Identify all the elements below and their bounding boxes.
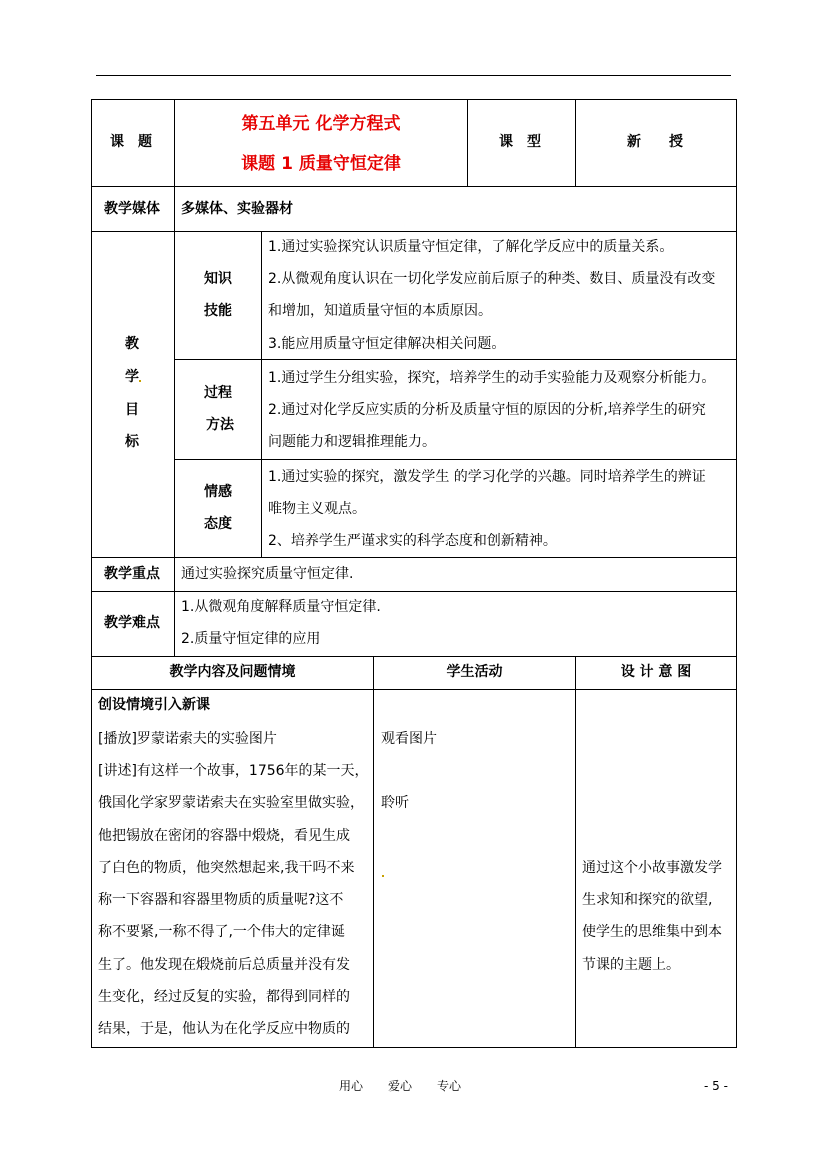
objectives-label-char-3: 目 [125, 402, 139, 418]
page-number: - 5 - [704, 1079, 728, 1093]
intent-line-4: 节课的主题上。 [582, 957, 680, 973]
key-point-value: 通过实验探究质量守恒定律. [181, 566, 354, 582]
section-title: 创设情境引入新课 [98, 697, 210, 713]
emotion-line-3: 2、培养学生严谨求实的科学态度和创新精神。 [268, 533, 557, 549]
footer-motto-1: 用心 [339, 1079, 364, 1093]
content-line-5: 了白色的物质，他突然想起来,我干吗不来 [98, 860, 355, 876]
content-line-8: 生了。他发现在煅烧前后总质量并没有发 [98, 957, 350, 973]
process-line-2: 2.通过对化学反应实质的分析及质量守恒的原因的分析,培养学生的研究 [268, 402, 706, 418]
content-line-7: 称不要紧,一称不得了,一个伟大的定律诞 [98, 924, 345, 940]
footer-motto-3: 专心 [437, 1079, 462, 1093]
knowledge-line-2: 2.从微观角度认识在一切化学发应前后原子的种类、数目、质量没有改变 [268, 271, 716, 287]
content-line-9: 生变化，经过反复的实验，都得到同样的 [98, 989, 350, 1005]
emotion-line-1: 1.通过实验的探究，激发学生 的学习化学的兴趣。同时培养学生的辨证 [268, 469, 706, 485]
unit-title: 第五单元 化学方程式 [241, 114, 401, 134]
difficulty-line-1: 1.从微观角度解释质量守恒定律. [181, 599, 381, 615]
knowledge-line-3: 和增加，知道质量守恒的本质原因。 [268, 303, 492, 319]
content-line-10: 结果，于是，他认为在化学反应中物质的 [98, 1021, 350, 1037]
content-line-4: 他把锡放在密闭的容器中煅烧，看见生成 [98, 828, 350, 844]
knowledge-label-2: 技能 [204, 303, 232, 319]
intent-line-1: 通过这个小故事激发学 [582, 860, 722, 876]
process-label-2: 方法 [206, 417, 234, 433]
type-label: 课 型 [499, 134, 541, 150]
media-label: 教学媒体 [104, 201, 160, 217]
knowledge-line-4: 3.能应用质量守恒定律解决相关问题。 [268, 336, 506, 352]
footer-motto-2: 爱心 [388, 1079, 413, 1093]
column-header-content: 教学内容及问题情境 [169, 664, 296, 680]
intent-line-3: 使学生的思维集中到本 [582, 924, 722, 940]
knowledge-label-1: 知识 [204, 271, 232, 287]
key-point-label: 教学重点 [104, 566, 160, 582]
activity-line-1: 观看图片 [381, 731, 437, 747]
content-line-6: 称一下容器和容器里物质的质量呢?这不 [98, 892, 344, 908]
objectives-label-char-4: 标 [125, 434, 139, 450]
knowledge-line-1: 1.通过实验探究认识质量守恒定律，了解化学反应中的质量关系。 [268, 239, 674, 255]
content-line-1: [播放]罗蒙诺索夫的实验图片 [98, 731, 277, 747]
emotion-line-2: 唯物主义观点。 [268, 501, 366, 517]
objectives-label-char-1: 教 [125, 336, 139, 352]
emotion-label-1: 情感 [204, 484, 232, 500]
subject-label: 课 题 [110, 134, 152, 150]
activity-line-2: 聆听 [381, 795, 409, 811]
lesson-title: 课题 1 质量守恒定律 [241, 154, 401, 174]
type-value: 新 授 [627, 134, 683, 150]
media-value: 多媒体、实验器材 [181, 201, 293, 217]
emotion-label-2: 态度 [204, 516, 232, 532]
dot-mark [139, 380, 141, 382]
objectives-label-char-2: 学 [125, 369, 139, 385]
content-line-3: 俄国化学家罗蒙诺索夫在实验室里做实验， [98, 795, 364, 811]
process-line-3: 问题能力和逻辑推理能力。 [268, 434, 436, 450]
process-label-1: 过程 [204, 385, 232, 401]
intent-line-2: 生求知和探究的欲望, [582, 892, 713, 908]
difficulty-label: 教学难点 [104, 615, 160, 631]
process-line-1: 1.通过学生分组实验，探究，培养学生的动手实验能力及观察分析能力。 [268, 370, 716, 386]
column-header-intent: 设 计 意 图 [620, 664, 692, 680]
content-line-2: [讲述]有这样一个故事，1756年的某一天， [98, 763, 369, 779]
column-header-activity: 学生活动 [446, 664, 503, 680]
dot-mark [382, 875, 384, 877]
difficulty-line-2: 2.质量守恒定律的应用 [181, 631, 321, 647]
